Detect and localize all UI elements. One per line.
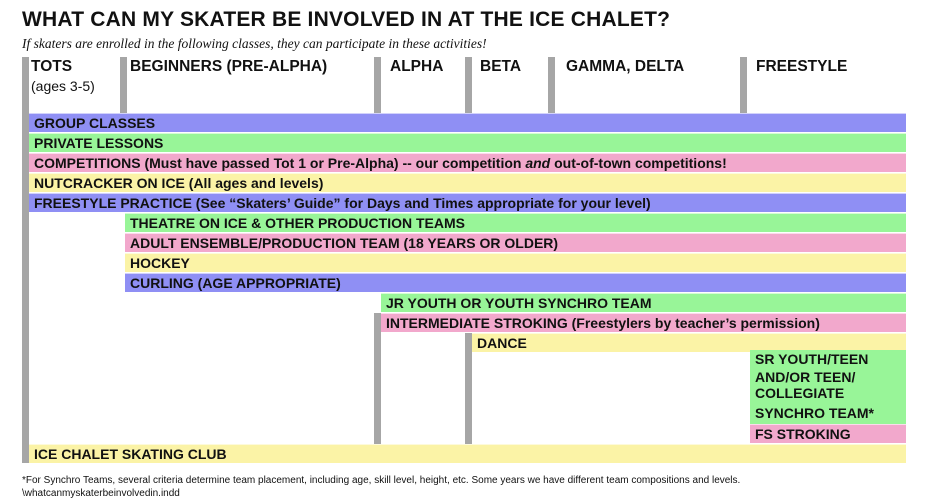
- activity-curling: CURLING (AGE APPROPRIATE): [125, 273, 906, 292]
- activity-ice-chalet-skating-club: ICE CHALET SKATING CLUB: [29, 444, 906, 463]
- activity-hockey: HOCKEY: [125, 253, 906, 272]
- activity-intermediate-stroking: INTERMEDIATE STROKING (Freestylers by teacher’s permission): [381, 313, 906, 332]
- activity-group-classes: GROUP CLASSES: [29, 113, 906, 132]
- column-header-alpha: ALPHA: [390, 58, 444, 75]
- column-header-beginners: BEGINNERS (PRE-ALPHA): [130, 58, 328, 75]
- column-header-freestyle: FREESTYLE: [756, 58, 848, 75]
- activity-competitions: COMPETITIONS (Must have passed Tot 1 or Pre-Alpha) -- our competition and out-of-town competitions!: [29, 153, 906, 172]
- column-divider-gamma: [548, 57, 555, 113]
- column-divider-tots: [22, 57, 29, 463]
- activity-private-lessons: PRIVATE LESSONS: [29, 133, 906, 152]
- column-divider-alpha-lower: [374, 313, 381, 463]
- synchro-line-1: SR YOUTH/TEEN: [755, 351, 869, 367]
- column-divider-beta: [465, 57, 472, 113]
- activity-dance: DANCE: [472, 333, 906, 352]
- page-title: WHAT CAN MY SKATER BE INVOLVED IN AT THE ICE CHALET?: [22, 8, 671, 31]
- column-divider-beginners: [120, 57, 127, 113]
- activity-adult-ensemble: ADULT ENSEMBLE/PRODUCTION TEAM (18 YEARS OR OLDER): [125, 233, 906, 252]
- page-subtitle: If skaters are enrolled in the following classes, they can participate in these activities!: [22, 36, 487, 51]
- activity-jr-youth-synchro: JR YOUTH OR YOUTH SYNCHRO TEAM: [381, 293, 906, 312]
- footnote: *For Synchro Teams, several criteria determine team placement, including age, skill level, height, etc. Some years we have different team compositions and levels.: [22, 475, 741, 486]
- synchro-line-4: SYNCHRO TEAM*: [755, 405, 875, 421]
- column-header-tots: TOTS: [31, 58, 73, 75]
- activity-sr-youth-synchro: [750, 350, 906, 425]
- activity-theatre-on-ice: THEATRE ON ICE & OTHER PRODUCTION TEAMS: [125, 213, 906, 232]
- column-header-beta: BETA: [480, 58, 522, 75]
- activity-fs-stroking: FS STROKING: [750, 424, 906, 443]
- file-name: \whatcanmyskaterbeinvolvedin.indd: [22, 488, 180, 499]
- synchro-line-2: AND/OR TEEN/: [755, 369, 856, 385]
- synchro-line-3: COLLEGIATE: [755, 385, 845, 401]
- activity-nutcracker: NUTCRACKER ON ICE (All ages and levels): [29, 173, 906, 192]
- column-header-gamma-delta: GAMMA, DELTA: [566, 58, 685, 75]
- activity-freestyle-practice: FREESTYLE PRACTICE (See “Skaters’ Guide” for Days and Times appropriate for your level): [29, 193, 906, 212]
- column-subheader-tots: (ages 3-5): [31, 78, 95, 94]
- column-divider-alpha: [374, 57, 381, 113]
- column-divider-freestyle: [740, 57, 747, 113]
